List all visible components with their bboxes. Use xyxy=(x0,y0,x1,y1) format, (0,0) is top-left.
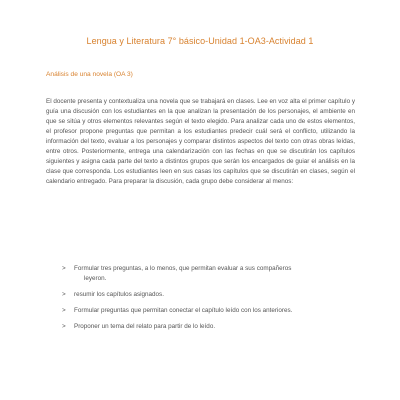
list-item xyxy=(62,290,352,300)
bullet-text-continuation: leyeron. xyxy=(84,274,107,282)
bullet-text: resumir los capítulos asignados. xyxy=(74,290,164,298)
list-item xyxy=(62,322,352,332)
list-item xyxy=(62,306,352,316)
activity-bullet-list xyxy=(62,264,352,339)
list-item xyxy=(62,264,352,283)
bullet-text: Formular tres preguntas, a lo menos, que permitan evaluar a sus compañeros xyxy=(74,265,292,272)
bullet-marker: > xyxy=(62,323,66,331)
bullet-marker: > xyxy=(62,265,66,272)
bullet-text: Proponer un tema del relato para partir de lo leído. xyxy=(74,323,216,331)
intro-paragraph: El docente presenta y contextualiza una novela que se trabajará en clases. Lee en voz alta el primer capítulo y guía una discusión con los estudiantes en la que analizan la presentación de los personajes, el ambiente en que se sitúa y otros elementos relevantes según el texto elegido. Para analizar cada uno de estos elementos, el profesor propone preguntas que permitan a los estudiantes predecir cuál será el conflicto, utilizando la información del texto, evaluar a los personajes y comparar distintos aspectos del texto con otras obras leídas, entre otros. Posteriormente, entrega una calendarización con las fechas en que se discutirán los capítulos siguientes y asigna cada parte del texto a distintos grupos que serán los encargados de guiar el análisis en la clase que corresponda. Los estudiantes leen en sus casas los capítulos que se discutirán en clases, según el calendario entregado. Para preparar la discusión, cada grupo debe considerar al menos: xyxy=(46,98,355,185)
document-title: Lengua y Literatura 7° básico-Unidad 1-OA3-Actividad 1 xyxy=(86,36,314,46)
section-heading: Análisis de una novela (OA 3) xyxy=(46,71,133,78)
bullet-text: Formular preguntas que permitan conectar el capítulo leído con los anteriores. xyxy=(74,307,293,315)
bullet-marker: > xyxy=(62,307,66,315)
bullet-marker: > xyxy=(62,290,66,298)
